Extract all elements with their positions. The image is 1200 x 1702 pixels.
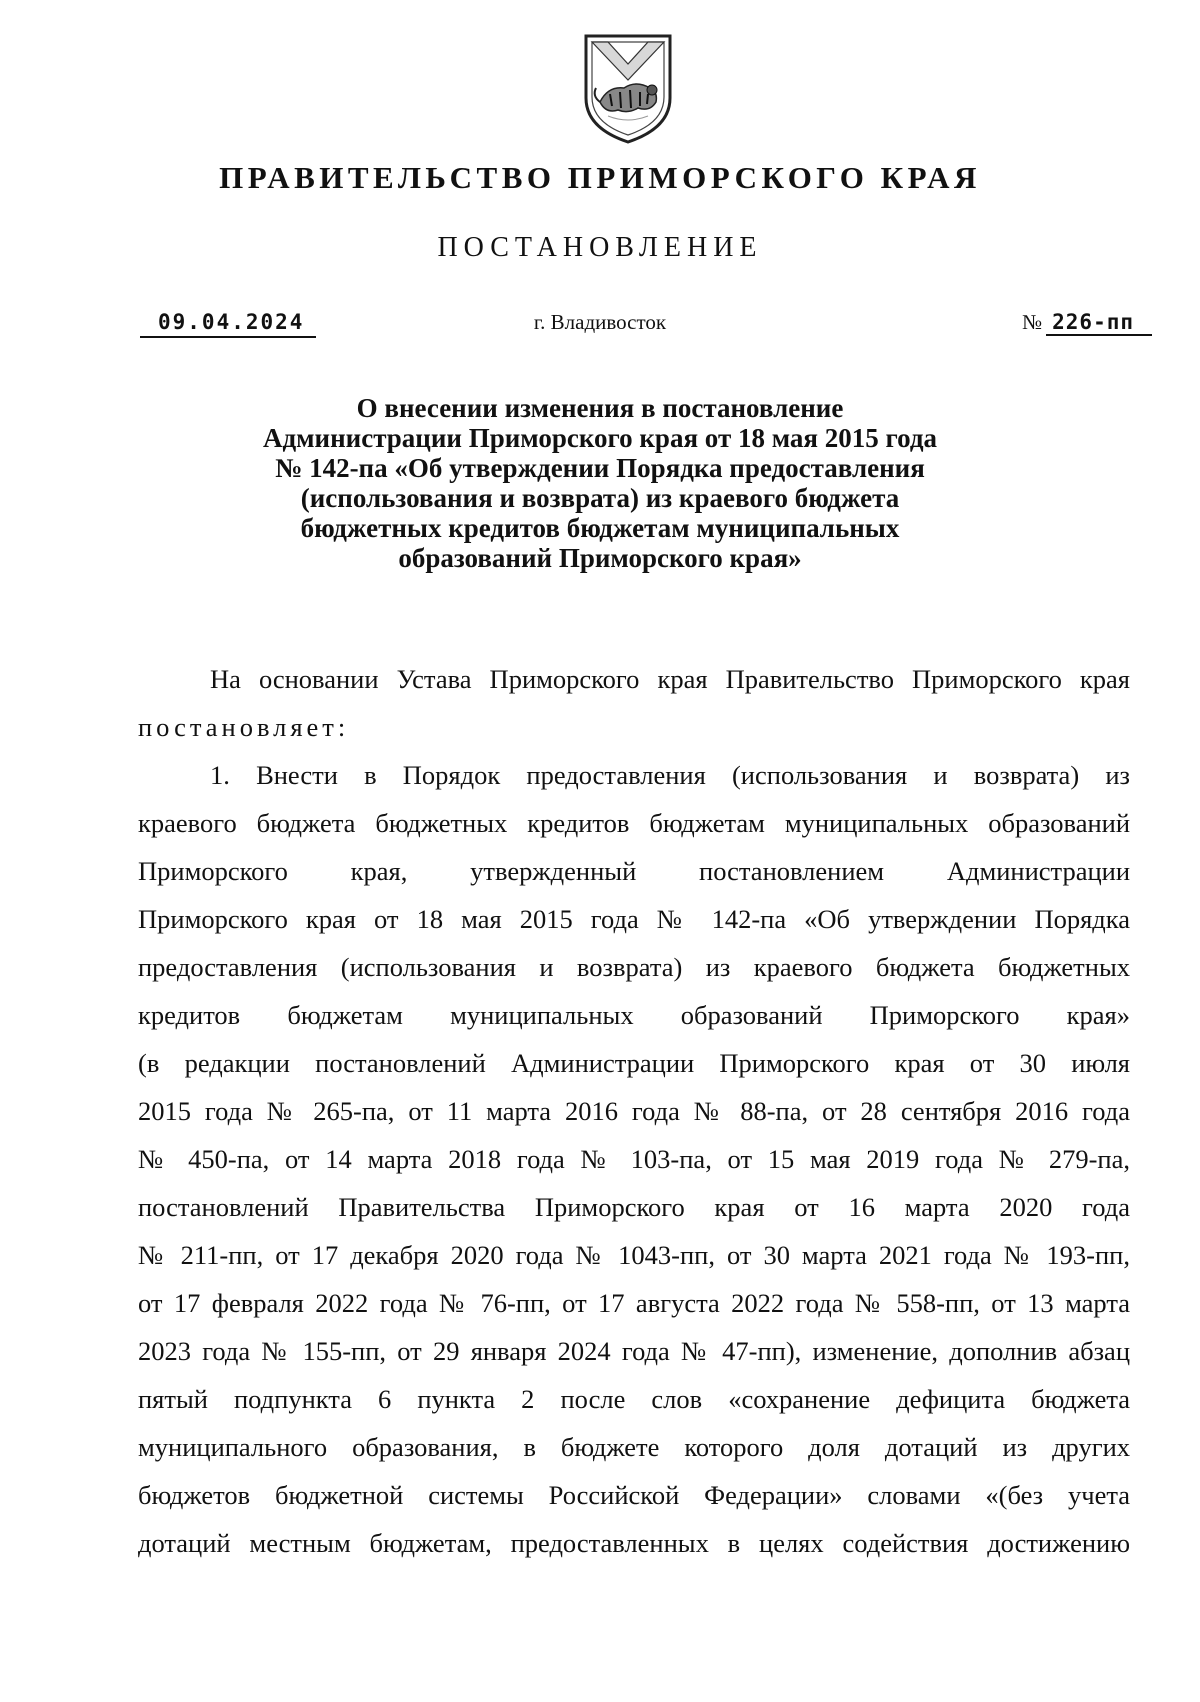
- body-line: Приморского края, утвержденный постановлением Администрации: [138, 856, 1130, 886]
- body-line: предоставления (использования и возврата) из краевого бюджета бюджетных: [138, 952, 1130, 982]
- body-line: Приморского края от 18 мая 2015 года № 142-па «Об утверждении Порядка: [138, 904, 1130, 934]
- body-line: краевого бюджета бюджетных кредитов бюджетам муниципальных образований: [138, 808, 1130, 838]
- body-line: от 17 февраля 2022 года № 76-пп, от 17 августа 2022 года № 558-пп, от 13 марта: [138, 1288, 1130, 1318]
- document-type: ПОСТАНОВЛЕНИЕ: [437, 232, 763, 263]
- title-line: (использования и возврата) из краевого бюджета: [300, 483, 900, 513]
- body-line: 1. Внести в Порядок предоставления (использования и возврата) из: [210, 760, 1130, 790]
- title-line: бюджетных кредитов бюджетам муниципальных: [300, 513, 900, 543]
- body-line: муниципального образования, в бюджете которого доля дотаций из других: [138, 1432, 1130, 1462]
- body-line: дотаций местным бюджетам, предоставленных в целях содействия достижению: [138, 1528, 1130, 1558]
- body-line: постановляет:: [138, 712, 350, 742]
- body-line: № 211-пп, от 17 декабря 2020 года № 1043-пп, от 30 марта 2021 года № 193-пп,: [138, 1240, 1130, 1270]
- document-number: [1022, 308, 1152, 336]
- title-line: Администрации Приморского края от 18 мая 2015 года: [263, 423, 937, 453]
- body-line: кредитов бюджетам муниципальных образований Приморского края»: [138, 1000, 1130, 1030]
- document-body: [138, 655, 1130, 1567]
- government-name: ПРАВИТЕЛЬСТВО ПРИМОРСКОГО КРАЯ: [219, 160, 981, 195]
- document-date: 09.04.2024: [140, 308, 316, 338]
- document-city: г. Владивосток: [533, 310, 667, 334]
- title-line: № 142-па «Об утверждении Порядка предоставления: [275, 453, 925, 483]
- body-line: На основании Устава Приморского края Правительство Приморского края: [210, 664, 1130, 694]
- body-line: пятый подпункта 6 пункта 2 после слов «сохранение дефицита бюджета: [138, 1384, 1130, 1414]
- document-meta: [0, 308, 1200, 348]
- body-line: 2015 года № 265-па, от 11 марта 2016 года № 88-па, от 28 сентября 2016 года: [138, 1096, 1130, 1126]
- coat-of-arms-icon: [578, 28, 678, 148]
- title-line: О внесении изменения в постановление: [356, 393, 844, 423]
- document-title: [150, 393, 1050, 573]
- number-value: 226-пп: [1046, 310, 1152, 336]
- body-line: (в редакции постановлений Администрации Приморского края от 30 июля: [138, 1048, 1130, 1078]
- title-line: образований Приморского края»: [398, 543, 802, 573]
- body-line: № 450-па, от 14 марта 2018 года № 103-па, от 15 мая 2019 года № 279-па,: [138, 1144, 1130, 1174]
- body-line: 2023 года № 155-пп, от 29 января 2024 года № 47-пп), изменение, дополнив абзац: [138, 1336, 1130, 1366]
- body-line: постановлений Правительства Приморского края от 16 марта 2020 года: [138, 1192, 1130, 1222]
- body-line: бюджетов бюджетной системы Российской Федерации» словами «(без учета: [138, 1480, 1130, 1510]
- number-prefix: №: [1022, 310, 1043, 334]
